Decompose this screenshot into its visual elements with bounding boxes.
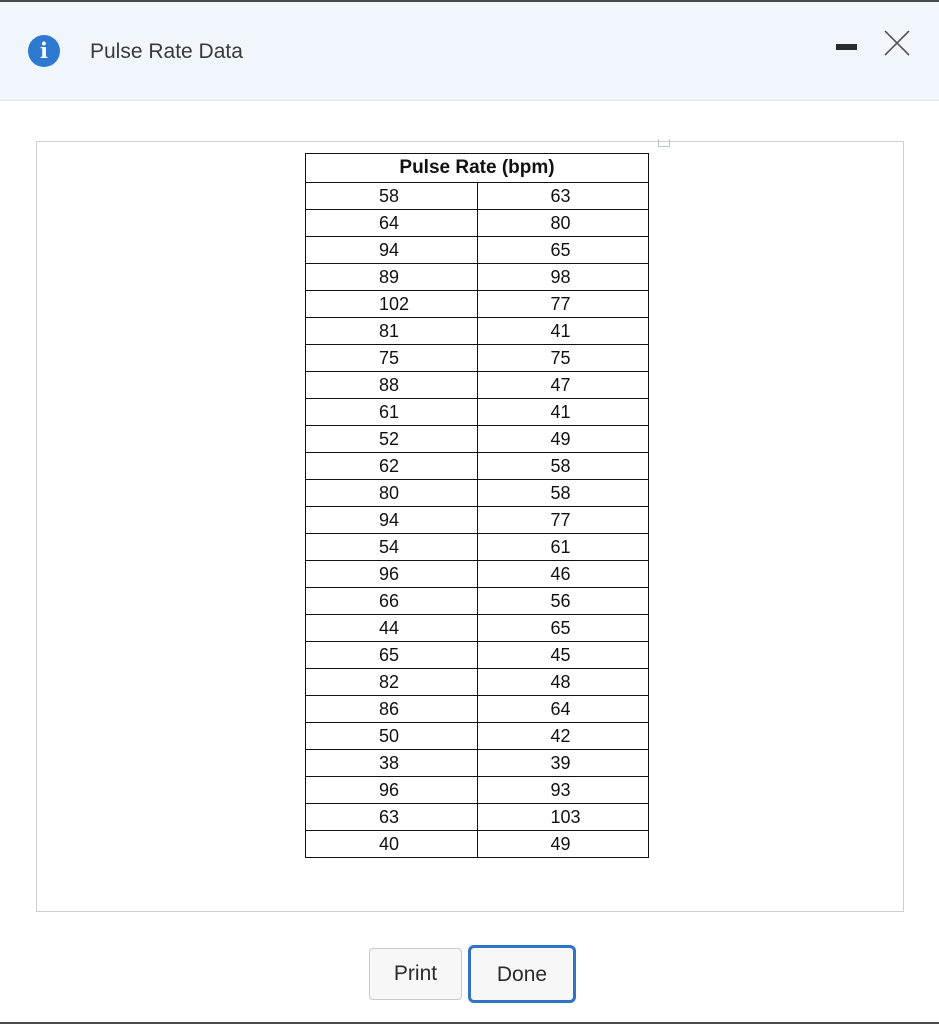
table-cell: 103	[477, 804, 649, 831]
table-cell: 88	[306, 372, 478, 399]
table-cell: 75	[306, 345, 478, 372]
table-cell: 66	[306, 588, 478, 615]
table-cell: 44	[306, 615, 478, 642]
dialog-titlebar	[0, 2, 939, 101]
table-cell: 63	[306, 804, 478, 831]
close-icon[interactable]	[880, 26, 914, 60]
table-cell: 48	[477, 669, 649, 696]
table-cell: 41	[477, 318, 649, 345]
table-cell: 77	[477, 291, 649, 318]
table-row	[306, 318, 649, 345]
info-icon: i	[28, 35, 60, 67]
table-row	[306, 534, 649, 561]
table-cell: 58	[306, 183, 478, 210]
table-row	[306, 372, 649, 399]
table-cell: 94	[306, 237, 478, 264]
table-cell: 86	[306, 696, 478, 723]
table-cell: 80	[477, 210, 649, 237]
print-button[interactable]: Print	[369, 948, 462, 1000]
table-header-row	[306, 154, 649, 183]
dialog-title: Pulse Rate Data	[90, 40, 243, 63]
table-row	[306, 237, 649, 264]
resize-handle-icon	[658, 139, 670, 147]
table-cell: 41	[477, 399, 649, 426]
table-cell: 46	[477, 561, 649, 588]
minimize-icon[interactable]	[834, 38, 860, 64]
table-cell: 65	[477, 237, 649, 264]
table-cell: 58	[477, 480, 649, 507]
table-cell: 63	[477, 183, 649, 210]
table-cell: 89	[306, 264, 478, 291]
table-cell: 45	[477, 642, 649, 669]
table-cell: 38	[306, 750, 478, 777]
table-cell: 58	[477, 453, 649, 480]
table-row	[306, 804, 649, 831]
table-cell: 56	[477, 588, 649, 615]
table-cell: 49	[477, 831, 649, 858]
table-row	[306, 210, 649, 237]
table-row	[306, 507, 649, 534]
table-row	[306, 264, 649, 291]
table-cell: 75	[477, 345, 649, 372]
table-cell: 77	[477, 507, 649, 534]
table-cell: 96	[306, 561, 478, 588]
table-cell: 80	[306, 480, 478, 507]
pulse-rate-table	[305, 153, 649, 858]
done-button[interactable]: Done	[468, 945, 576, 1003]
table-cell: 65	[477, 615, 649, 642]
table-row	[306, 642, 649, 669]
table-row	[306, 291, 649, 318]
table-row	[306, 561, 649, 588]
table-row	[306, 345, 649, 372]
table-cell: 62	[306, 453, 478, 480]
table-row	[306, 480, 649, 507]
table-cell: 82	[306, 669, 478, 696]
table-cell: 94	[306, 507, 478, 534]
table-cell: 64	[477, 696, 649, 723]
table-row	[306, 615, 649, 642]
table-cell: 49	[477, 426, 649, 453]
table-cell: 40	[306, 831, 478, 858]
table-cell: 54	[306, 534, 478, 561]
table-row	[306, 588, 649, 615]
table-cell: 61	[306, 399, 478, 426]
table-row	[306, 696, 649, 723]
table-cell: 102	[306, 291, 478, 318]
table-cell: 61	[477, 534, 649, 561]
table-row	[306, 669, 649, 696]
table-row	[306, 777, 649, 804]
table-cell: 47	[477, 372, 649, 399]
table-cell: 81	[306, 318, 478, 345]
table-cell: 64	[306, 210, 478, 237]
table-cell: 42	[477, 723, 649, 750]
table-body	[306, 183, 649, 858]
table-row	[306, 453, 649, 480]
table-row	[306, 399, 649, 426]
table-row	[306, 831, 649, 858]
table-cell: 93	[477, 777, 649, 804]
table-row	[306, 723, 649, 750]
table-cell: 50	[306, 723, 478, 750]
table-header: Pulse Rate (bpm)	[306, 154, 649, 183]
table-cell: 65	[306, 642, 478, 669]
table-row	[306, 183, 649, 210]
table-cell: 96	[306, 777, 478, 804]
table-cell: 52	[306, 426, 478, 453]
table-row	[306, 750, 649, 777]
table-cell: 39	[477, 750, 649, 777]
table-cell: 98	[477, 264, 649, 291]
table-row	[306, 426, 649, 453]
